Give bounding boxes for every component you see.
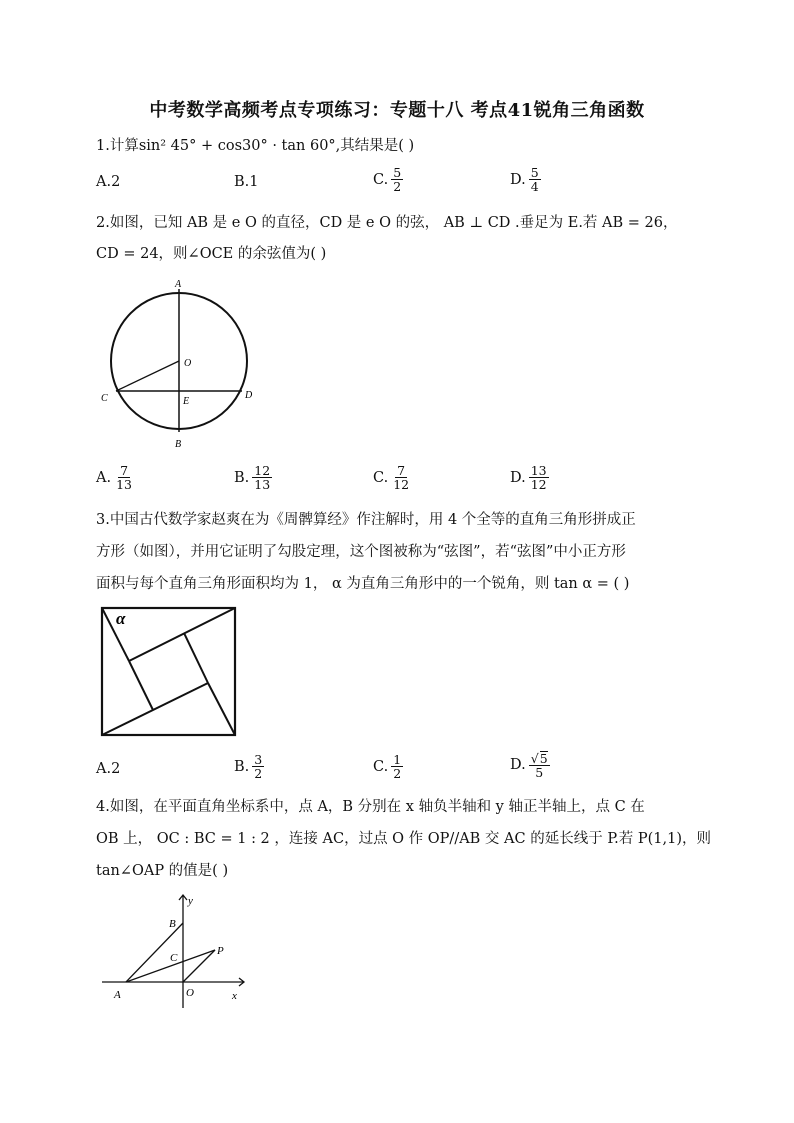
- q3-option-c[interactable]: [373, 753, 403, 780]
- question-1-text: 1.计算sin² 45° + cos30° · tan 60°,其结果是( ): [96, 138, 415, 154]
- q1-option-c-label: C.: [373, 171, 389, 188]
- label-c: C: [101, 393, 108, 404]
- circle-figure: [96, 276, 266, 456]
- label-a: A: [175, 279, 182, 290]
- triangle-edge: [129, 608, 235, 661]
- denominator: 13: [116, 477, 132, 492]
- question-3-line-2: 方形（如图），并用它证明了勾股定理，这个图被称为“弦图”，若“弦图”中小正方形: [96, 544, 626, 560]
- numerator: 7: [397, 463, 406, 478]
- q2-option-c[interactable]: [373, 464, 411, 491]
- label-d: D: [245, 390, 253, 401]
- zhao-shuang-figure: [96, 602, 242, 742]
- numerator: 12: [254, 463, 271, 478]
- label-p: P: [217, 945, 224, 957]
- q2-option-a-fraction: [114, 464, 134, 491]
- numerator: 13: [530, 463, 547, 478]
- q3-option-b-label: B.: [234, 758, 250, 775]
- question-4-line-2: OB 上， OC : BC = 1 : 2 ，连接 AC，过点 O 作 OP//AB 交 AC 的延长线于 P.若 P(1,1)，则: [96, 831, 711, 847]
- q2-option-a[interactable]: [96, 464, 134, 491]
- q3-option-c-label: C.: [373, 758, 389, 775]
- label-b: B: [169, 918, 176, 930]
- numerator: 1: [393, 752, 402, 767]
- label-o: O: [186, 987, 194, 999]
- denominator: 13: [254, 477, 271, 492]
- q3-option-b[interactable]: [234, 753, 264, 780]
- q2-option-c-fraction: [391, 464, 411, 491]
- q2-option-c-label: C.: [373, 469, 389, 486]
- q1-option-c-fraction: [391, 166, 403, 193]
- denominator: 2: [393, 766, 402, 781]
- denominator: 5: [535, 765, 544, 780]
- numerator: 3: [254, 752, 263, 767]
- question-4-line-1: 4.如图，在平面直角坐标系中，点 A，B 分别在 x 轴负半轴和 y 轴正半轴上，点 C 在: [96, 799, 645, 815]
- question-3-line-3: 面积与每个直角三角形面积均为 1， α 为直角三角形中的一个锐角，则 tan α = ( ): [96, 576, 630, 592]
- triangle-edge: [208, 683, 235, 735]
- triangle-edge: [184, 633, 208, 683]
- q1-option-d-fraction: [529, 166, 541, 193]
- label-b: B: [175, 439, 182, 450]
- q1-option-d-label: D.: [510, 171, 526, 188]
- q2-option-d[interactable]: [510, 464, 549, 491]
- q2-option-a-label: A.: [96, 469, 112, 486]
- label-o: O: [184, 358, 192, 369]
- label-alpha: α: [116, 609, 126, 628]
- denominator: 12: [393, 477, 410, 492]
- denominator: 2: [393, 179, 402, 194]
- radicand: 5: [539, 751, 548, 766]
- q3-option-b-fraction: [252, 753, 264, 780]
- q2-option-d-label: D.: [510, 469, 526, 486]
- label-c: C: [170, 952, 178, 964]
- label-e: E: [183, 396, 190, 407]
- label-a: A: [114, 989, 121, 1001]
- page-title: 中考数学高频考点专项练习：专题十八 考点41锐角三角函数: [149, 100, 645, 121]
- q3-option-d-fraction: [529, 751, 550, 779]
- q1-option-a-label: A.2: [96, 174, 121, 190]
- numerator: 7: [120, 463, 129, 478]
- q3-option-d[interactable]: [510, 751, 550, 779]
- q1-option-b[interactable]: [234, 174, 259, 190]
- numerator: 5: [530, 165, 539, 180]
- question-2-line-1: 2.如图，已知 AB 是 e O 的直径，CD 是 e O 的弦， AB ⊥ CD .垂足为 E.若 AB = 26，: [96, 215, 678, 231]
- label-x: x: [232, 990, 237, 1002]
- segment-op: [183, 950, 215, 982]
- segment-oc: [116, 361, 179, 391]
- question-3-line-1: 3.中国古代数学家赵爽在为《周髀算经》作注解时，用 4 个全等的直角三角形拼成正: [96, 512, 636, 528]
- q2-option-b-label: B.: [234, 469, 250, 486]
- triangle-edge: [102, 683, 208, 735]
- denominator: 4: [530, 179, 539, 194]
- q3-option-c-fraction: [391, 753, 403, 780]
- q2-option-b-fraction: [252, 464, 272, 491]
- numerator: √5: [530, 751, 548, 766]
- q3-option-a[interactable]: [96, 761, 120, 777]
- q2-option-d-fraction: [529, 464, 549, 491]
- q1-option-b-label: B.1: [234, 174, 259, 190]
- denominator: 12: [530, 477, 547, 492]
- question-4-line-3: tan∠OAP 的值是( ): [96, 863, 229, 879]
- triangle-edge: [129, 661, 153, 710]
- q1-option-c[interactable]: [373, 166, 403, 193]
- label-y: y: [188, 895, 193, 907]
- question-2-line-2: CD = 24，则∠OCE 的余弦值为( ): [96, 246, 327, 262]
- q2-option-b[interactable]: [234, 464, 272, 491]
- q3-option-a-label: A.2: [96, 761, 121, 777]
- q1-option-d[interactable]: [510, 166, 541, 193]
- denominator: 2: [254, 766, 263, 781]
- q1-option-a[interactable]: [96, 174, 120, 190]
- numerator: 5: [393, 165, 402, 180]
- q3-option-d-label: D.: [510, 757, 526, 773]
- coordinate-figure: [96, 890, 256, 1012]
